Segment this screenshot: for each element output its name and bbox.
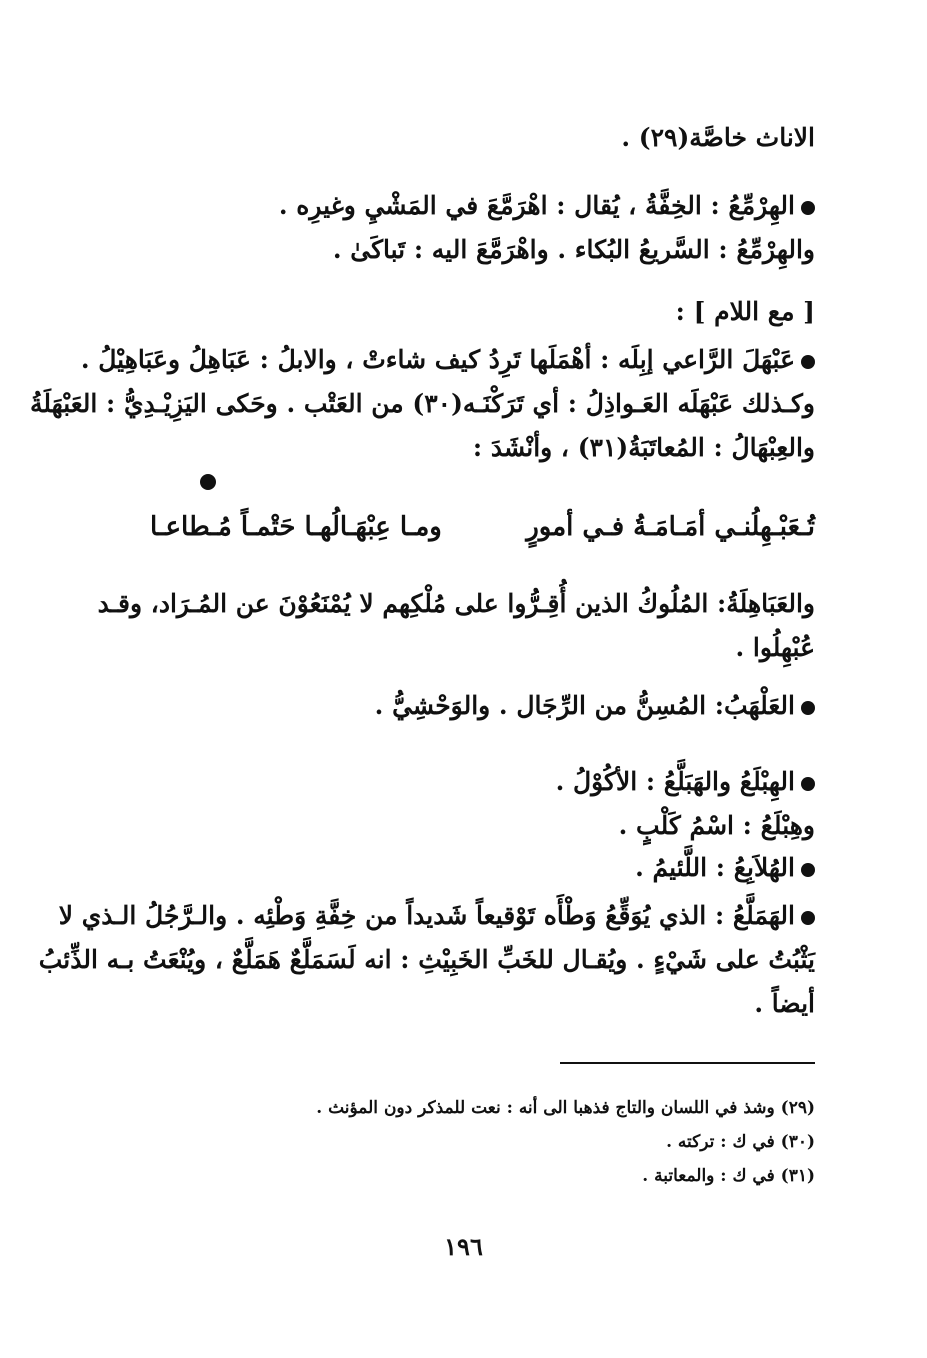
entry-hirmi-line2: والهِرْمِّعُ : السَّريعُ البُكاء . واهْرَمَّعَ اليه : تَباكَىٰ .: [332, 235, 815, 264]
entry-hamala-line2: يَثْبُتُ على شَيْءٍ . ويُقـال للخَبِّ الخَبِيْثِ : انه لَسَمَلَّعٌ هَمَلَّعٌ ، ويُنْعَتُ بـه الذِّئبُ: [38, 945, 815, 974]
verse-marker-icon: [200, 474, 216, 490]
entry-abhal-line2: وكـذلك عَبْهَلَه العَـواذِلُ : أي تَرَكْنَـه(٣٠) من العَتْب . وحَكى اليَزِيْـدِيُّ : العَبْهَلَةُ: [29, 389, 815, 418]
bullet-icon: [801, 777, 815, 791]
entry-text: عَبْهَلَ الرَّاعي إبِلَه : أهْمَلَها تَرِدُ كيف شاءتْ ، والابلُ : عَبَاهِلُ وعَبَاهِيْلُ .: [80, 345, 795, 374]
footnote-31: (٣١) في ك : والمعاتبة .: [642, 1166, 815, 1186]
bullet-icon: [801, 201, 815, 215]
entry-abahila-line2: عُبْهِلُوا .: [735, 633, 815, 662]
entry-text: الهِرْمِّعُ : الخِفَّةُ ، يُقال : اهْرَمَّعَ في المَشْيِ وغيرِه .: [278, 191, 795, 220]
bullet-icon: [801, 701, 815, 715]
footnote-30: (٣٠) في ك : تركته .: [666, 1132, 815, 1152]
entry-alhab: [80, 686, 815, 726]
bullet-icon: [801, 863, 815, 877]
bullet-icon: [801, 911, 815, 925]
footnote-divider: [560, 1062, 815, 1064]
entry-abhal-line1: [80, 340, 815, 380]
entry-hamala-line1: [58, 896, 815, 936]
verse-second-hemistich: ومـا عِبْهَـالُهـا حَتْمـاً مُـطاعـا: [150, 512, 442, 542]
entry-hirmi-line1: [80, 186, 815, 226]
verse-first-hemistich: تُـعَبْـهِلُنـي أمَـامَـةُ فـي أمورٍ: [526, 512, 815, 542]
section-heading: [ مع اللام ] :: [675, 297, 815, 326]
entry-text: الهِبْلَعُ والهَبَلَّعُ : الأكُوْلُ .: [555, 767, 795, 796]
entry-hibla-line1: [80, 762, 815, 802]
page-number: ١٩٦: [444, 1232, 483, 1261]
footnote-29: (٢٩) وشذ في اللسان والتاج فذهبا الى أنه : نعت للمذكر دون المؤنث .: [316, 1098, 815, 1118]
entry-hibla-line2: وهِبْلَعُ : اسْمُ كَلْبٍ .: [618, 811, 815, 840]
entry-text: الهُلاَبِعُ : اللَّئيمُ .: [635, 853, 795, 882]
carryover-line: الاناث خاصَّة(٢٩) .: [621, 123, 815, 152]
bullet-icon: [801, 355, 815, 369]
entry-text: العَلْهَبُ: المُسِنُّ من الرِّجَال . والوَحْشِيُّ .: [374, 691, 795, 720]
entry-text: الهَمَلَّعُ : الذي يُوَقِّعُ وَطْأَه تَوْقيعاً شَديداً من خِفَّةِ وَطْئِه . والـرَّجُلُ الـذي لا: [58, 901, 795, 930]
entry-hilabi: [80, 848, 815, 888]
entry-abahila-line1: والعَبَاهِلَةُ: المُلُوكُ الذين أُقِـرُّوا على مُلْكِهم لا يُمْنَعُوْنَ عن المُـرَاد، وقـد: [97, 589, 815, 618]
entry-abhal-line3: والعِبْهَالُ : المُعاتَبَةُ(٣١) ، وأنْشَدَ :: [472, 433, 815, 462]
entry-hamala-line3: أيضاً .: [754, 989, 815, 1018]
